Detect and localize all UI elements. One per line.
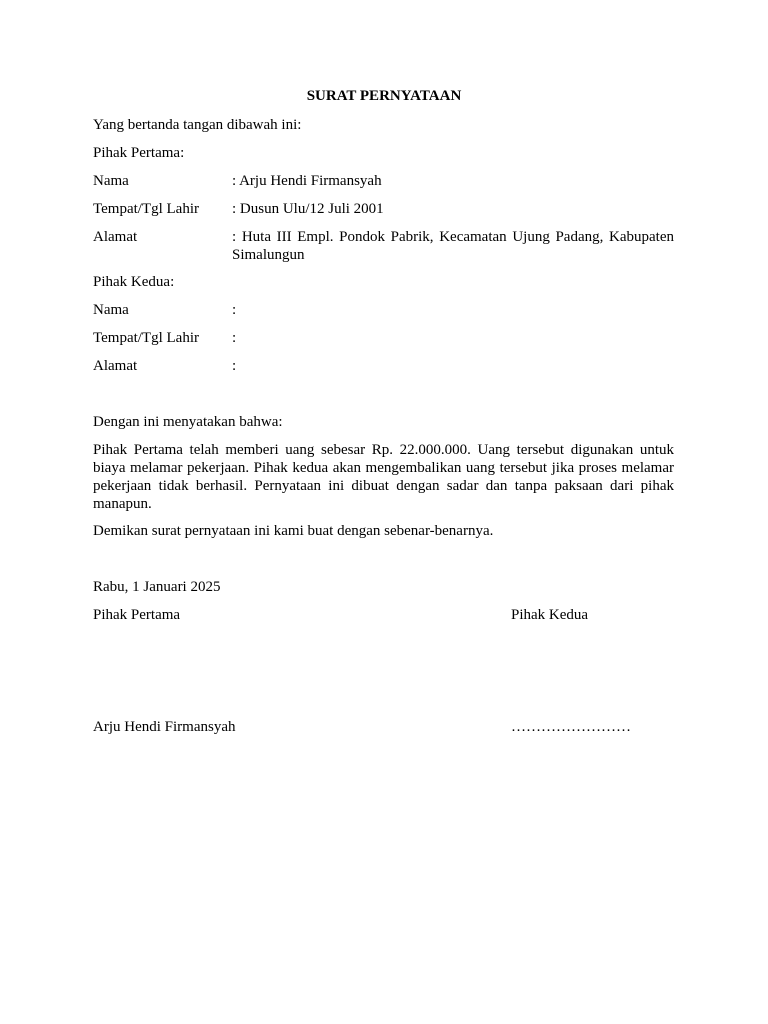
field-value: : xyxy=(232,358,237,374)
field-value: : Dusun Ulu/12 Juli 2001 xyxy=(232,201,384,217)
field-label: Tempat/Tgl Lahir xyxy=(93,201,199,217)
field-label: Tempat/Tgl Lahir xyxy=(93,330,199,346)
field-value: : Huta III Empl. Pondok Pabrik, Kecamatan Ujung Padang, Kabupaten Simalungun xyxy=(232,229,674,263)
field-label: Alamat xyxy=(93,229,138,245)
statement-intro: Dengan ini menyatakan bahwa: xyxy=(93,414,283,430)
closing-text: Demikan surat pernyataan ini kami buat dengan sebenar-benarnya. xyxy=(93,523,494,539)
intro-text: Yang bertanda tangan dibawah ini: xyxy=(93,117,302,133)
statement-body: Pihak Pertama telah memberi uang sebesar Rp. 22.000.000. Uang tersebut digunakan untuk biaya melamar pekerjaan. Pihak kedua akan mengembalikan uang tersebut jika proses melamar pekerjaan tidak berhasil. Pernyataan ini dibuat dengan sadar dan tanpa paksaan dari pihak manapun. xyxy=(93,442,674,512)
signature-title-right: Pihak Kedua xyxy=(511,607,589,623)
document-title: SURAT PERNYATAAN xyxy=(306,88,462,104)
signature-name-right: …………………… xyxy=(511,719,631,735)
party-two-heading: Pihak Kedua: xyxy=(93,274,175,290)
signing-date: Rabu, 1 Januari 2025 xyxy=(93,579,221,595)
field-label: Nama xyxy=(93,173,129,189)
signature-name-left: Arju Hendi Firmansyah xyxy=(93,719,236,735)
field-value: : xyxy=(232,302,237,318)
signature-title-left: Pihak Pertama xyxy=(93,607,181,623)
field-value: : Arju Hendi Firmansyah xyxy=(232,173,382,189)
field-label: Nama xyxy=(93,302,129,318)
field-value: : xyxy=(232,330,237,346)
party-one-heading: Pihak Pertama: xyxy=(93,145,185,161)
field-label: Alamat xyxy=(93,358,138,374)
